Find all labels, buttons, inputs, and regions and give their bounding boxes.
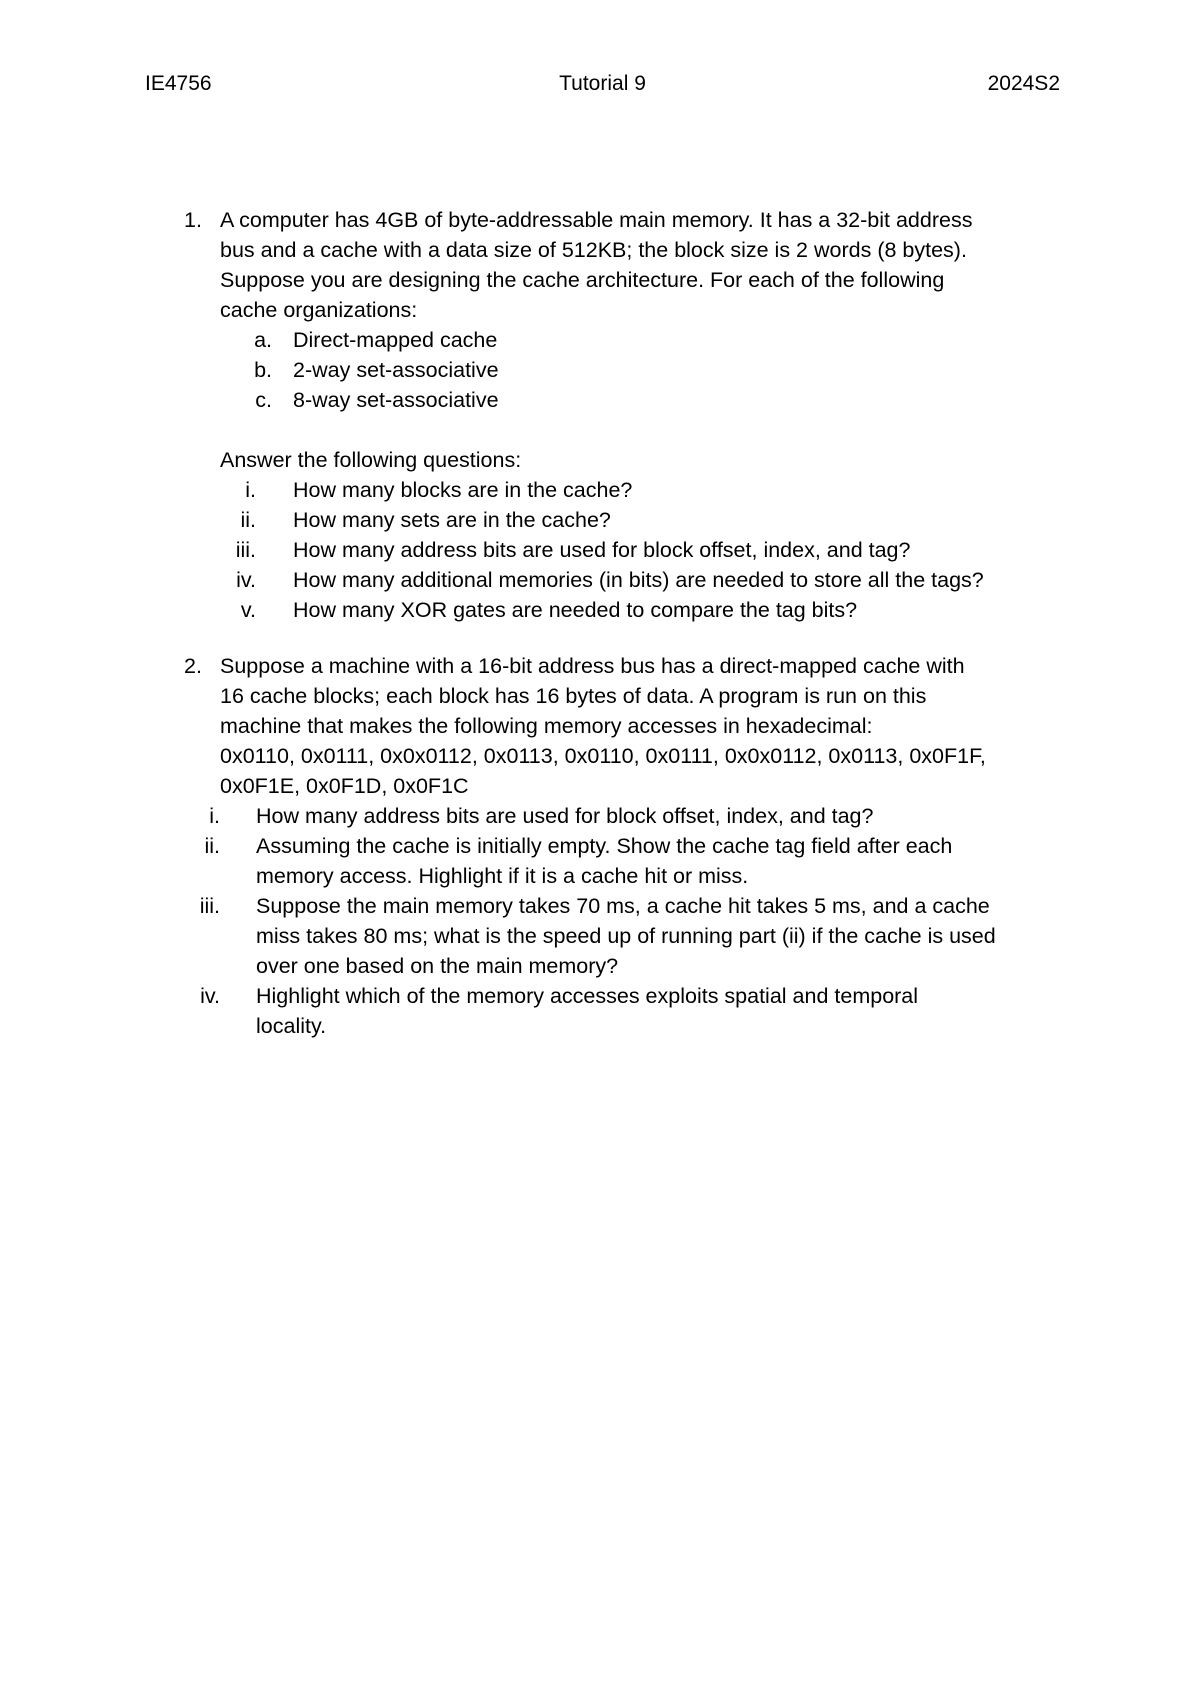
- question-text-line: A computer has 4GB of byte-addressable main memory. It has a 32-bit address: [220, 208, 973, 232]
- list-marker: b.: [254, 358, 272, 382]
- answer-intro: Answer the following questions:: [220, 448, 522, 472]
- sub-question: How many blocks are in the cache?: [293, 478, 633, 502]
- list-marker: i.: [245, 478, 256, 502]
- question-text-line: Suppose a machine with a 16-bit address bus has a direct-mapped cache with: [220, 654, 965, 678]
- organization-item: 8-way set-associative: [293, 388, 499, 412]
- question-text-line: cache organizations:: [220, 298, 418, 322]
- sub-question: over one based on the main memory?: [256, 954, 619, 978]
- list-marker: ii.: [240, 508, 256, 532]
- sub-question: locality.: [256, 1014, 327, 1038]
- list-marker: iv.: [200, 984, 220, 1008]
- sub-question: How many additional memories (in bits) are needed to store all the tags?: [293, 568, 984, 592]
- list-marker: ii.: [204, 834, 220, 858]
- list-marker: a.: [254, 328, 272, 352]
- sub-question: memory access. Highlight if it is a cache hit or miss.: [256, 864, 749, 888]
- list-marker: v.: [240, 598, 256, 622]
- list-marker: iii.: [235, 538, 256, 562]
- sub-question: How many address bits are used for block offset, index, and tag?: [293, 538, 911, 562]
- question-text-line: 16 cache blocks; each block has 16 bytes of data. A program is run on this: [220, 684, 927, 708]
- organization-item: 2-way set-associative: [293, 358, 499, 382]
- memory-access-list: 0x0110, 0x0111, 0x0x0112, 0x0113, 0x0110, 0x0111, 0x0x0112, 0x0113, 0x0F1F,: [220, 744, 986, 768]
- question-text-line: Suppose you are designing the cache architecture. For each of the following: [220, 268, 945, 292]
- question-text-line: bus and a cache with a data size of 512KB; the block size is 2 words (8 bytes).: [220, 238, 967, 262]
- question-number: 2.: [184, 654, 202, 678]
- list-marker: c.: [255, 388, 272, 412]
- question-text-line: machine that makes the following memory accesses in hexadecimal:: [220, 714, 873, 738]
- course-code: IE4756: [145, 72, 212, 95]
- sub-question: Assuming the cache is initially empty. Show the cache tag field after each: [256, 834, 953, 858]
- page-header: [145, 72, 1060, 102]
- list-marker: iv.: [236, 568, 256, 592]
- sub-question: How many sets are in the cache?: [293, 508, 611, 532]
- sub-question: Suppose the main memory takes 70 ms, a cache hit takes 5 ms, and a cache: [256, 894, 990, 918]
- sub-question: Highlight which of the memory accesses exploits spatial and temporal: [256, 984, 919, 1008]
- memory-access-list: 0x0F1E, 0x0F1D, 0x0F1C: [220, 774, 469, 798]
- organization-item: Direct-mapped cache: [293, 328, 498, 352]
- sub-question: How many address bits are used for block offset, index, and tag?: [256, 804, 874, 828]
- sub-question: miss takes 80 ms; what is the speed up of running part (ii) if the cache is used: [256, 924, 996, 948]
- list-marker: i.: [209, 804, 220, 828]
- sub-question: How many XOR gates are needed to compare the tag bits?: [293, 598, 858, 622]
- list-marker: iii.: [199, 894, 220, 918]
- question-number: 1.: [184, 208, 202, 232]
- term-label: 2024S2: [987, 72, 1060, 95]
- tutorial-title: Tutorial 9: [559, 72, 646, 95]
